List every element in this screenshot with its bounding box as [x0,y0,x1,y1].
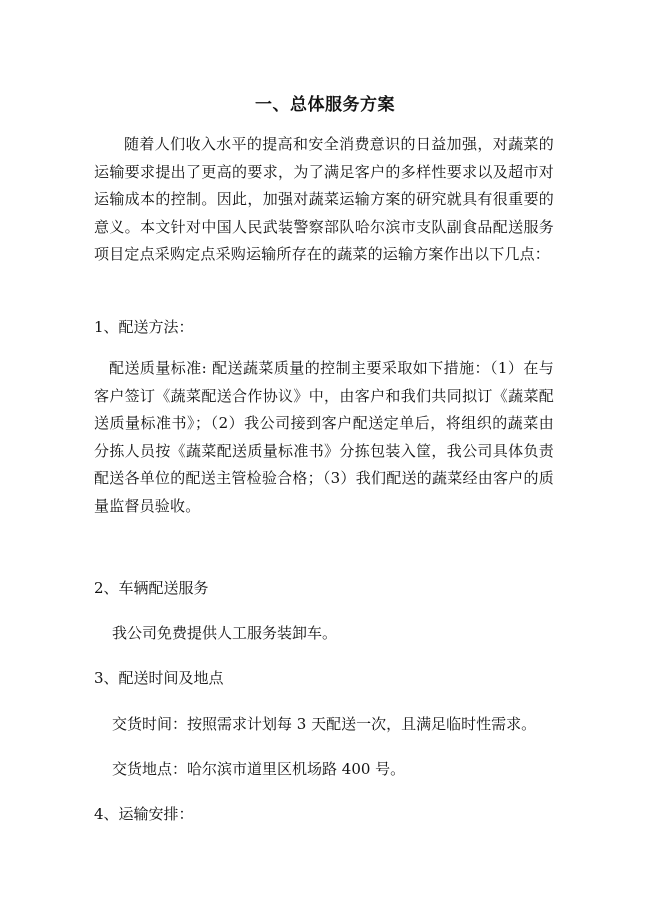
section-1-body: 配送质量标准: 配送蔬菜质量的控制主要采取如下措施：（1）在与客户签订《蔬菜配送合作协议》中，由客户和我们共同拟订《蔬菜配送质量标准书》；（2）我公司接到客户配送定单后，将组织的蔬菜由分拣人员按《蔬菜配送质量标准书》分拣包装入筐，我公司具体负责配送各单位的配送主管检验合格；（3）我们配送的蔬菜经由客户的质量监督员验收。 [94,359,554,515]
intro-paragraph: 随着人们收入水平的提高和安全消费意识的日益加强，对蔬菜的运输要求提出了更高的要求，为了满足客户的多样性要求以及超市对运输成本的控制。因此，加强对蔬菜运输方案的研究就具有很重要的意义。本文针对中国人民武装警察部队哈尔滨市支队副食品配送服务项目定点采购定点采购运输所存在的蔬菜的运输方案作出以下几点： [94,135,554,263]
section-3-heading: 3、配送时间及地点 [94,669,224,687]
section-1-heading: 1、配送方法： [94,318,194,336]
document-title: 一、总体服务方案 [255,95,395,115]
section-2-body: 我公司免费提供人工服务装卸车。 [112,624,338,642]
section-4-heading: 4、运输安排： [94,805,194,823]
delivery-place-line: 交货地点：哈尔滨市道里区机场路 400 号。 [112,760,406,778]
delivery-time-line: 交货时间：按照需求计划每 3 天配送一次，且满足临时性需求。 [112,715,537,733]
section-2-heading: 2、车辆配送服务 [94,579,209,597]
